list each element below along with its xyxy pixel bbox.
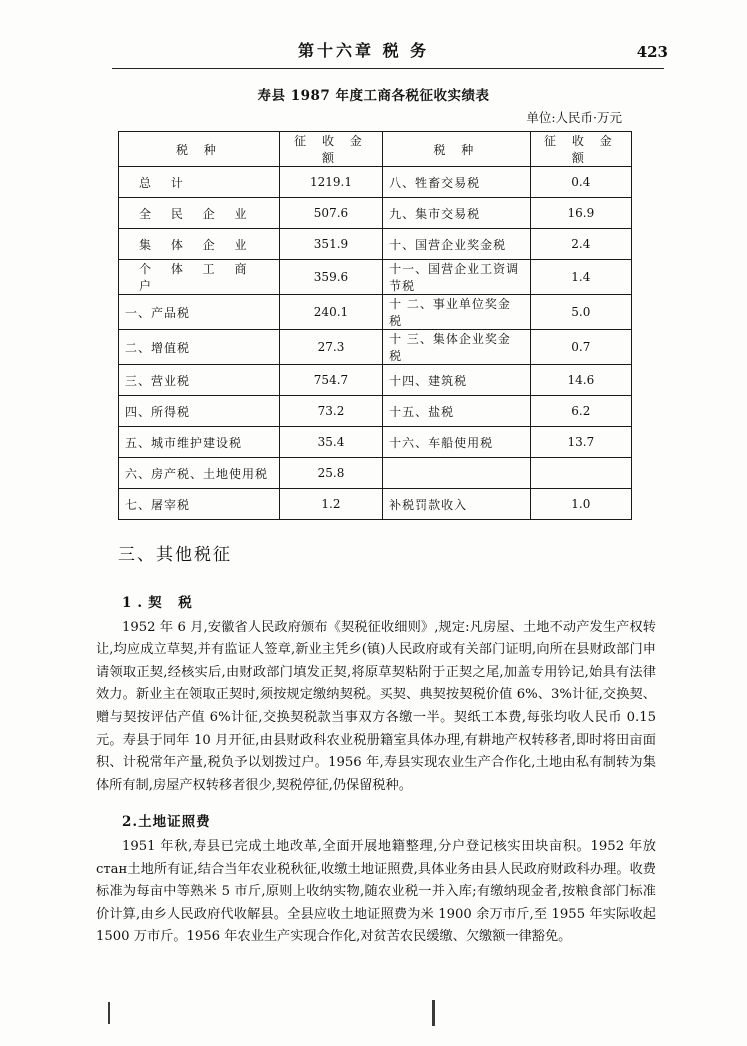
cell-tax-name: 个 体 工 商 户: [119, 260, 280, 295]
table-row: [119, 396, 632, 427]
column-header-tax-type-left: 税 种: [119, 132, 280, 167]
cell-tax-name: 补税罚款收入: [383, 489, 531, 520]
column-header-tax-type-right: 税 种: [383, 132, 531, 167]
cell-tax-name: 全 民 企 业: [119, 198, 280, 229]
page-header: [108, 38, 668, 61]
cell-amount: 16.9: [530, 198, 631, 229]
page-number: 423: [636, 43, 668, 61]
cell-amount: 351.9: [279, 229, 382, 260]
cell-tax-name: 八、牲畜交易税: [383, 167, 531, 198]
table-row: [119, 330, 632, 365]
cell-tax-name: 十四、建筑税: [383, 365, 531, 396]
cell-tax-name: 九、集市交易税: [383, 198, 531, 229]
column-header-amount-right: 征 收 金 额: [530, 132, 631, 167]
table-row: [119, 489, 632, 520]
cell-tax-name: 四、所得税: [119, 396, 280, 427]
cell-amount: 73.2: [279, 396, 382, 427]
cell-tax-name: 三、营业税: [119, 365, 280, 396]
scan-mark-left: [108, 1002, 110, 1024]
cell-amount: 1.0: [530, 489, 631, 520]
cell-tax-name: 一、产品税: [119, 295, 280, 330]
cell-tax-name: 十五、盐税: [383, 396, 531, 427]
cell-amount: 359.6: [279, 260, 382, 295]
cell-amount: 754.7: [279, 365, 382, 396]
cell-amount: 0.4: [530, 167, 631, 198]
table-header-row: [119, 132, 632, 167]
cell-tax-name: 十六、车船使用税: [383, 427, 531, 458]
cell-tax-name: 五、城市维护建设税: [119, 427, 280, 458]
cell-amount: 13.7: [530, 427, 631, 458]
subsection-heading-land-certificate-fee: 2.土地证照费: [122, 814, 211, 831]
cell-empty: [383, 458, 531, 489]
cell-empty: [530, 458, 631, 489]
cell-amount: 5.0: [530, 295, 631, 330]
cell-amount: 240.1: [279, 295, 382, 330]
paragraph-deed-tax: 1952 年 6 月,安徽省人民政府颁布《契税征收细则》,规定:凡房屋、土地不动产发生产权转让,均应成立草契,并有监证人签章,新业主凭乡(镇)人民政府或有关部门证明,向所在县财政部门申请领取正契,经核实后,由财政部门填发正契,将原草契粘附于正契之尾,加盖专用钤记,始具有法律效力。新业主在领取正契时,须按规定缴纳契税。买契、典契按契税价值 6%、3%计征,交换契、赠与契按评估产值 6%计征,交换契税款当事双方各缴一半。契纸工本费,每张均收人民币 0.15 元。寿县于同年 10 月开征,由县财政科农业税册籍室具体办理,有耕地产权转移者,即时将田亩面积、计税常年产量,税负予以划拨过户。1956 年,寿县实现农业生产合作化,土地由私有制转为集体所有制,房屋产权转移者很少,契税停征,仍保留税种。: [96, 619, 656, 793]
cell-amount: 25.8: [279, 458, 382, 489]
cell-tax-name: 六、房产税、土地使用税: [119, 458, 280, 489]
table-row: [119, 295, 632, 330]
scan-mark-center: [432, 1000, 435, 1026]
cell-tax-name: 十一、国营企业工资调节税: [383, 260, 531, 295]
chapter-title: 第十六章 税 务: [298, 41, 430, 60]
cell-amount: 27.3: [279, 330, 382, 365]
cell-tax-name: 十 三、集体企业奖金税: [383, 330, 531, 365]
table-row: [119, 365, 632, 396]
subsection-heading-deed-tax: 1.契 税: [122, 595, 198, 611]
cell-amount: 6.2: [530, 396, 631, 427]
cell-amount: 1.2: [279, 489, 382, 520]
header-divider: [112, 68, 664, 69]
cell-tax-name: 集 体 企 业: [119, 229, 280, 260]
cell-amount: 507.6: [279, 198, 382, 229]
cell-amount: 1219.1: [279, 167, 382, 198]
cell-tax-name: 十 二、事业单位奖金税: [383, 295, 531, 330]
cell-amount: 1.4: [530, 260, 631, 295]
cell-amount: 35.4: [279, 427, 382, 458]
cell-amount: 14.6: [530, 365, 631, 396]
tax-revenue-table: [118, 131, 632, 520]
table-row: [119, 198, 632, 229]
cell-amount: 2.4: [530, 229, 631, 260]
table-row: [119, 167, 632, 198]
table-row: [119, 427, 632, 458]
table-unit-label: 单位:人民币·万元: [526, 110, 622, 125]
section-heading: 三、其他税征: [118, 545, 232, 565]
column-header-amount-left: 征 收 金 额: [279, 132, 382, 167]
paragraph-land-certificate-fee: 1951 年秋,寿县已完成土地改革,全面开展地籍整理,分户登记核实田块亩积。1952 年放стан土地所有证,结合当年农业税秋征,收缴土地证照费,具体业务由县人民政府财政科办理。收费标准为每亩中等熟米 5 市斤,原则上收纳实物,随农业税一并入库;有缴纳现金者,按粮食部门标准价计算,由乡人民政府代收解县。全县应收土地证照费为米 1900 余万市斤,至 1955 年实际收起 1500 万市斤。1956 年农业生产实现合作化,对贫苦农民缓缴、欠缴额一律豁免。: [96, 838, 656, 945]
table-row: [119, 260, 632, 295]
cell-tax-name: 二、增值税: [119, 330, 280, 365]
table-row: [119, 458, 632, 489]
cell-amount: 0.7: [530, 330, 631, 365]
scan-smudge: [470, 1016, 560, 1028]
body-content: [96, 582, 656, 949]
cell-tax-name: 七、屠宰税: [119, 489, 280, 520]
cell-tax-name: 十、国营企业奖金税: [383, 229, 531, 260]
cell-tax-name: 总 计: [119, 167, 280, 198]
table-title: 寿县 1987 年度工商各税征收实绩表: [257, 88, 490, 104]
table-row: [119, 229, 632, 260]
